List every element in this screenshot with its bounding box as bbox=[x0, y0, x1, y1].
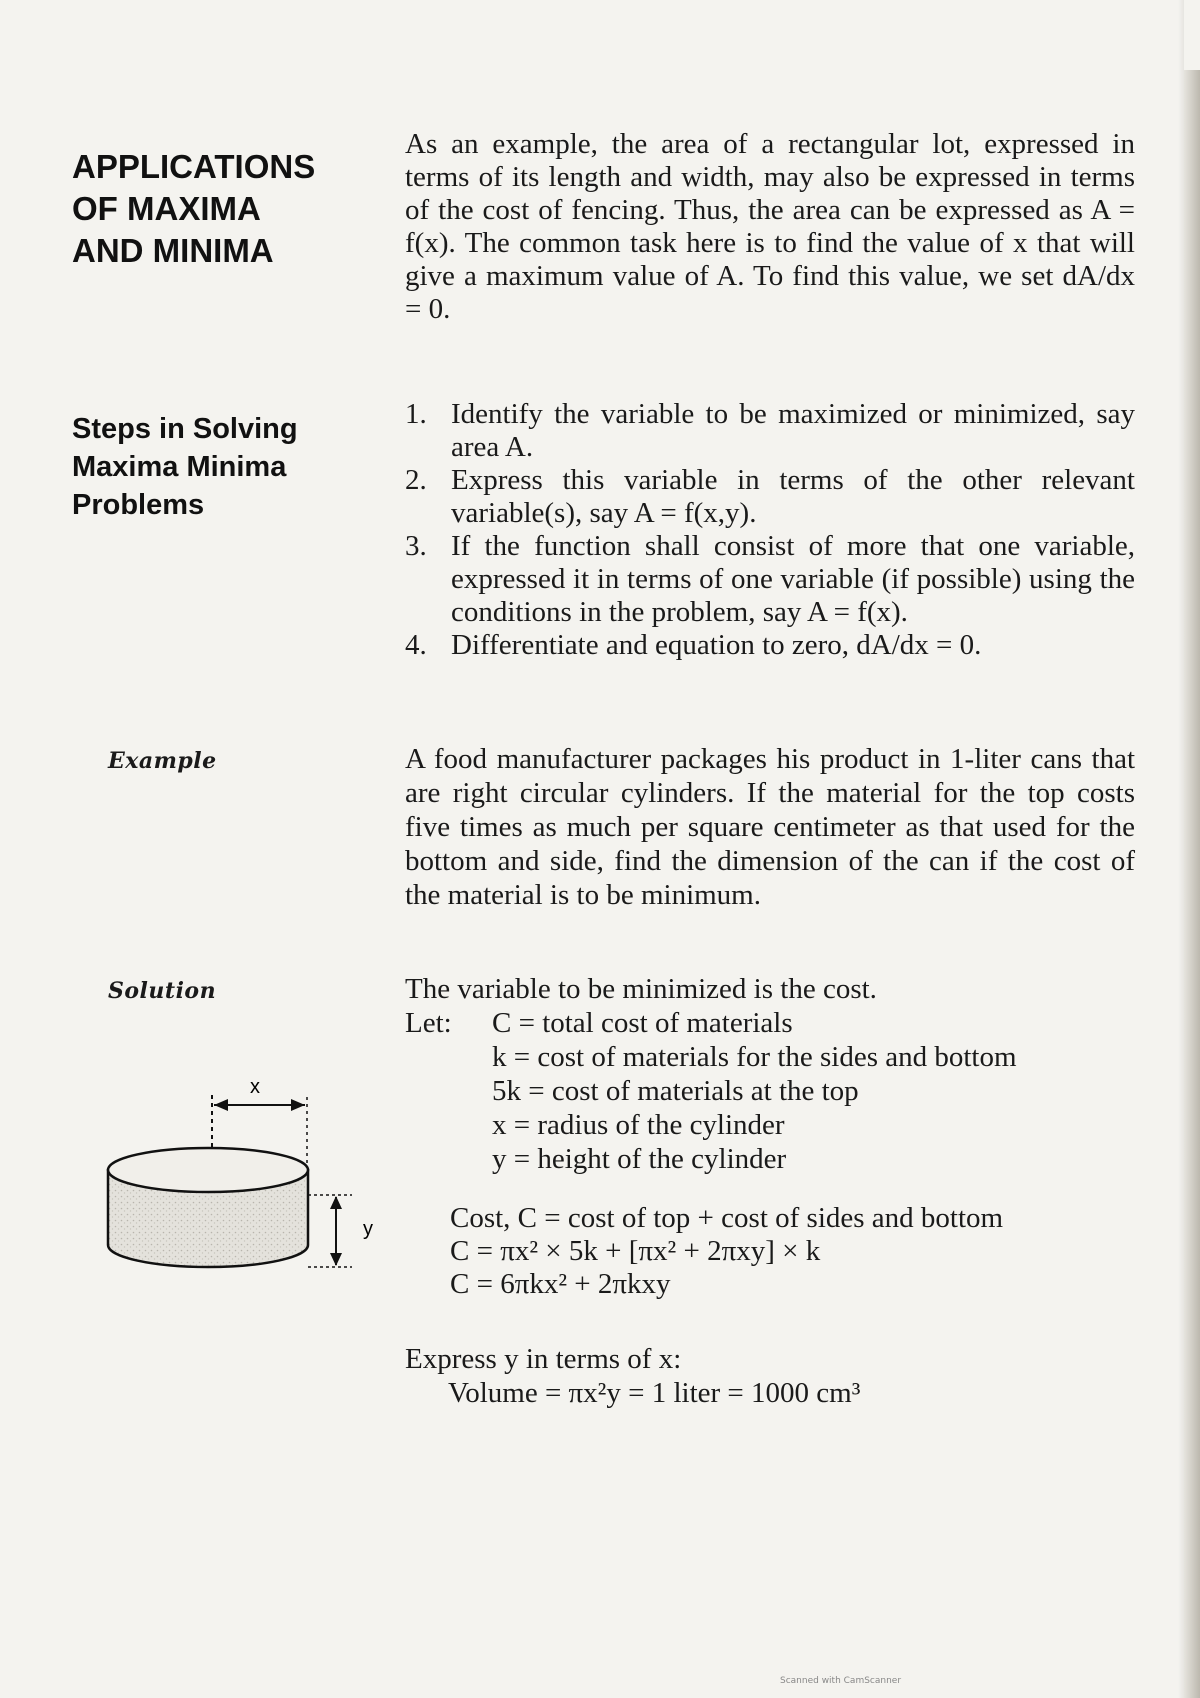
step-item bbox=[405, 530, 1135, 629]
solution-label: Solution bbox=[108, 978, 217, 1004]
express-heading: Express y in terms of x: bbox=[405, 1343, 682, 1375]
solution-intro: The variable to be minimized is the cost. bbox=[405, 973, 877, 1005]
section-title bbox=[72, 146, 372, 272]
definition-item: k = cost of materials for the sides and bottom bbox=[492, 1041, 1017, 1073]
steps-heading-line: Maxima Minima bbox=[72, 451, 287, 483]
step-item bbox=[405, 398, 1135, 464]
step-item bbox=[405, 464, 1135, 530]
page-edge bbox=[1184, 70, 1200, 1698]
step-text: Express this variable in terms of the other relevant variable(s), say A = f(x,y). bbox=[451, 464, 1135, 529]
title-line: OF MAXIMA bbox=[72, 190, 261, 227]
step-number: 3. bbox=[405, 530, 427, 562]
definition-item: y = height of the cylinder bbox=[492, 1143, 787, 1175]
let-row bbox=[405, 1006, 1135, 1176]
step-number: 1. bbox=[405, 398, 427, 430]
steps-heading-line: Steps in Solving bbox=[72, 413, 298, 445]
x-label: x bbox=[250, 1076, 260, 1098]
definition-list bbox=[492, 1006, 1017, 1176]
express-block bbox=[405, 1342, 1105, 1410]
solution-block bbox=[405, 972, 1135, 1176]
scanner-watermark: Scanned with CamScanner bbox=[780, 1676, 902, 1686]
step-number: 4. bbox=[405, 629, 427, 661]
cylinder-diagram bbox=[90, 1075, 390, 1290]
title-line: AND MINIMA bbox=[72, 232, 274, 269]
step-text: Differentiate and equation to zero, dA/dx = 0. bbox=[451, 629, 982, 661]
cost-line: C = πx² × 5k + [πx² + 2πxy] × k bbox=[450, 1235, 821, 1267]
step-number: 2. bbox=[405, 464, 427, 496]
cost-line: C = 6πkx² + 2πkxy bbox=[450, 1268, 671, 1300]
steps-heading-line: Problems bbox=[72, 489, 205, 521]
steps-heading bbox=[72, 410, 372, 524]
steps-list bbox=[405, 398, 1135, 662]
title-line: APPLICATIONS bbox=[72, 148, 316, 185]
definition-item: 5k = cost of materials at the top bbox=[492, 1075, 859, 1107]
volume-equation: Volume = πx²y = 1 liter = 1000 cm³ bbox=[448, 1377, 861, 1409]
step-item bbox=[405, 629, 1135, 662]
cylinder-top bbox=[108, 1148, 308, 1192]
let-label: Let: bbox=[405, 1007, 452, 1039]
problem-statement: A food manufacturer packages his product in 1-liter cans that are right circular cylinders. If the material for the top costs five times as much per square centimeter as that used for the bottom and side, find the dimension of the can if the cost of the material is to be minimum. bbox=[405, 743, 1135, 911]
definition-item: C = total cost of materials bbox=[492, 1007, 793, 1039]
cost-equations bbox=[450, 1202, 1140, 1301]
example-label: Example bbox=[108, 748, 217, 774]
step-text: Identify the variable to be maximized or minimized, say area A. bbox=[451, 398, 1135, 463]
y-label: y bbox=[363, 1218, 373, 1240]
definition-item: x = radius of the cylinder bbox=[492, 1109, 785, 1141]
intro-paragraph: As an example, the area of a rectangular lot, expressed in terms of its length and width, may also be expressed in terms of the cost of fencing. Thus, the area can be expressed as A = f(x). The common task here is to find the value of x that will give a maximum value of A. To find this value, we set dA/dx = 0. bbox=[405, 128, 1135, 325]
step-text: If the function shall consist of more that one variable, expressed it in terms of one variable (if possible) using the conditions in the problem, say A = f(x). bbox=[451, 530, 1135, 628]
cost-line: Cost, C = cost of top + cost of sides and bottom bbox=[450, 1202, 1004, 1234]
